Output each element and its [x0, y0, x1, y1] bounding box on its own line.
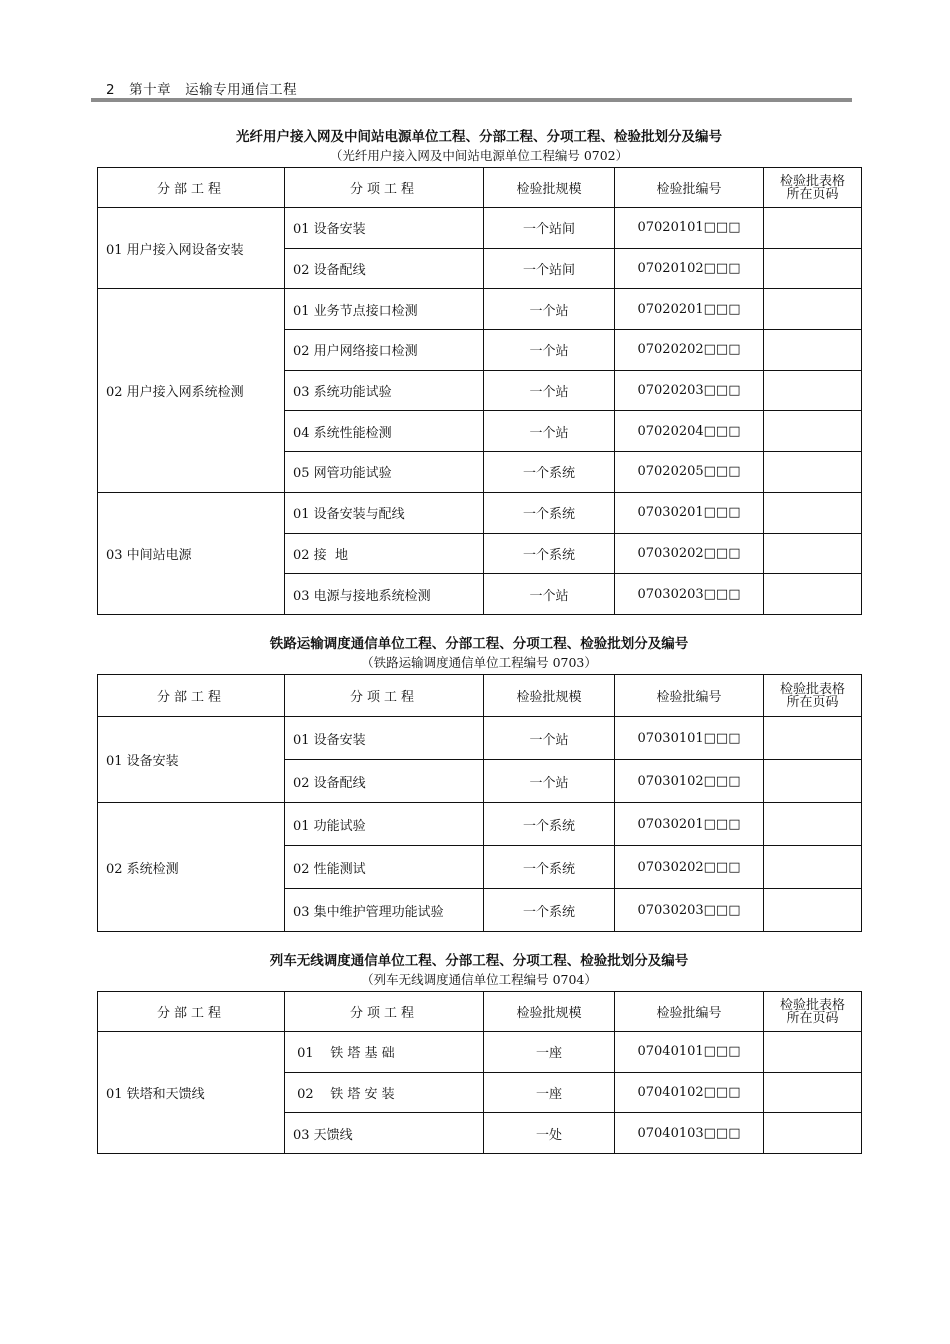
- scale-cell: 一个系统: [484, 846, 615, 889]
- section-0702: [97, 127, 861, 615]
- code-cell: 07040101□□□: [615, 1032, 764, 1073]
- page-header-line1: 检验批表格: [779, 173, 845, 189]
- header-row: [98, 675, 862, 717]
- code-cell: 07030201□□□: [615, 492, 764, 533]
- division-cell: 02 系统检测: [98, 803, 285, 932]
- page-cell: [764, 208, 862, 249]
- item-cell: 02 铁 塔 安 装: [285, 1072, 484, 1113]
- item-cell: 02 设备配线: [285, 760, 484, 803]
- code-cell: 07030102□□□: [615, 760, 764, 803]
- item-cell: 05 网管功能试验: [285, 452, 484, 493]
- item-cell: 02 用户网络接口检测: [285, 330, 484, 371]
- scale-cell: 一个站间: [484, 208, 615, 249]
- division-header: 分部工程: [98, 168, 285, 208]
- item-header: 分项工程: [285, 168, 484, 208]
- code-cell: 07030203□□□: [615, 574, 764, 615]
- code-header: 检验批编号: [615, 675, 764, 717]
- table-row: [98, 289, 862, 330]
- chapter-title: 运输专用通信工程: [185, 82, 298, 98]
- item-cell: 04 系统性能检测: [285, 411, 484, 452]
- code-header: 检验批编号: [615, 992, 764, 1032]
- section-subtitle: （光纤用户接入网及中间站电源单位工程编号 0702）: [329, 148, 629, 163]
- section-title: 光纤用户接入网及中间站电源单位工程、分部工程、分项工程、检验批划分及编号: [236, 129, 722, 145]
- item-cell: 01 设备安装与配线: [285, 492, 484, 533]
- page-header-line2: 所在页码: [786, 186, 839, 202]
- page-cell: [764, 452, 862, 493]
- scale-cell: 一座: [484, 1032, 615, 1073]
- code-cell: 07020205□□□: [615, 452, 764, 493]
- code-cell: 07030201□□□: [615, 803, 764, 846]
- page-cell: [764, 289, 862, 330]
- page-cell: [764, 803, 862, 846]
- scale-cell: 一个系统: [484, 452, 615, 493]
- code-cell: 07030203□□□: [615, 889, 764, 932]
- code-cell: 07030101□□□: [615, 717, 764, 760]
- scale-cell: 一个站: [484, 574, 615, 615]
- page-cell: [764, 846, 862, 889]
- section-subtitle: （铁路运输调度通信单位工程编号 0703）: [361, 655, 597, 670]
- page-cell: [764, 1072, 862, 1113]
- code-cell: 07040102□□□: [615, 1072, 764, 1113]
- scale-cell: 一个系统: [484, 533, 615, 574]
- code-cell: 07020203□□□: [615, 370, 764, 411]
- division-cell: 02 用户接入网系统检测: [98, 289, 285, 492]
- item-cell: 01 业务节点接口检测: [285, 289, 484, 330]
- code-cell: 07020204□□□: [615, 411, 764, 452]
- scale-cell: 一个站: [484, 717, 615, 760]
- page-cell: [764, 1113, 862, 1154]
- item-cell: 03 电源与接地系统检测: [285, 574, 484, 615]
- table-row: [98, 803, 862, 846]
- page-cell: [764, 889, 862, 932]
- scale-cell: 一座: [484, 1072, 615, 1113]
- header-row: [98, 992, 862, 1032]
- page-cell: [764, 370, 862, 411]
- item-cell: 02 性能测试: [285, 846, 484, 889]
- item-cell: 02 接 地: [285, 533, 484, 574]
- scale-cell: 一个站间: [484, 248, 615, 289]
- page-header-line1: 检验批表格: [779, 997, 845, 1013]
- page-cell: [764, 574, 862, 615]
- table-row: [98, 1032, 862, 1073]
- item-cell: 03 集中维护管理功能试验: [285, 889, 484, 932]
- table-row: [98, 492, 862, 533]
- page-header-cell: [764, 675, 862, 717]
- scale-cell: 一个系统: [484, 492, 615, 533]
- page-cell: [764, 533, 862, 574]
- page-header: [106, 78, 297, 98]
- section-subtitle: （列车无线调度通信单位工程编号 0704）: [361, 972, 597, 987]
- division-cell: 01 用户接入网设备安装: [98, 208, 285, 289]
- item-cell: 02 设备配线: [285, 248, 484, 289]
- division-cell: 03 中间站电源: [98, 492, 285, 614]
- page-header-line1: 检验批表格: [779, 681, 845, 697]
- page-cell: [764, 717, 862, 760]
- scale-cell: 一个站: [484, 760, 615, 803]
- page-header-line2: 所在页码: [786, 694, 839, 710]
- table-row: [98, 208, 862, 249]
- item-cell: 03 系统功能试验: [285, 370, 484, 411]
- page-cell: [764, 492, 862, 533]
- inspection-table: [97, 674, 862, 932]
- code-cell: 07020201□□□: [615, 289, 764, 330]
- inspection-table: [97, 991, 862, 1154]
- code-header: 检验批编号: [615, 168, 764, 208]
- code-cell: 07040103□□□: [615, 1113, 764, 1154]
- scale-header: 检验批规模: [484, 992, 615, 1032]
- page-number: 2: [106, 82, 116, 98]
- item-header: 分项工程: [285, 675, 484, 717]
- page-header-line2: 所在页码: [786, 1010, 839, 1026]
- chapter-label: 第十章: [129, 82, 172, 98]
- header-rule: [91, 98, 852, 102]
- scale-cell: 一个站: [484, 411, 615, 452]
- code-cell: 07030202□□□: [615, 533, 764, 574]
- item-cell: 01 铁 塔 基 础: [285, 1032, 484, 1073]
- division-header: 分部工程: [98, 675, 285, 717]
- section-0703: [97, 634, 861, 932]
- scale-header: 检验批规模: [484, 675, 615, 717]
- page-cell: [764, 248, 862, 289]
- scale-cell: 一个站: [484, 289, 615, 330]
- item-cell: 01 功能试验: [285, 803, 484, 846]
- header-row: [98, 168, 862, 208]
- code-cell: 07020101□□□: [615, 208, 764, 249]
- page-cell: [764, 411, 862, 452]
- inspection-table: [97, 167, 862, 615]
- page-cell: [764, 760, 862, 803]
- page-header-cell: [764, 992, 862, 1032]
- item-cell: 03 天馈线: [285, 1113, 484, 1154]
- code-cell: 07020202□□□: [615, 330, 764, 371]
- scale-cell: 一个站: [484, 330, 615, 371]
- table-row: [98, 717, 862, 760]
- section-0704: [97, 951, 861, 1154]
- scale-cell: 一个站: [484, 370, 615, 411]
- page-header-cell: [764, 168, 862, 208]
- item-cell: 01 设备安装: [285, 717, 484, 760]
- item-cell: 01 设备安装: [285, 208, 484, 249]
- scale-cell: 一处: [484, 1113, 615, 1154]
- page-cell: [764, 1032, 862, 1073]
- item-header: 分项工程: [285, 992, 484, 1032]
- division-cell: 01 设备安装: [98, 717, 285, 803]
- division-cell: 01 铁塔和天馈线: [98, 1032, 285, 1154]
- scale-header: 检验批规模: [484, 168, 615, 208]
- code-cell: 07020102□□□: [615, 248, 764, 289]
- scale-cell: 一个系统: [484, 889, 615, 932]
- page-cell: [764, 330, 862, 371]
- section-title: 铁路运输调度通信单位工程、分部工程、分项工程、检验批划分及编号: [269, 636, 689, 652]
- code-cell: 07030202□□□: [615, 846, 764, 889]
- section-title: 列车无线调度通信单位工程、分部工程、分项工程、检验批划分及编号: [269, 953, 689, 969]
- scale-cell: 一个系统: [484, 803, 615, 846]
- division-header: 分部工程: [98, 992, 285, 1032]
